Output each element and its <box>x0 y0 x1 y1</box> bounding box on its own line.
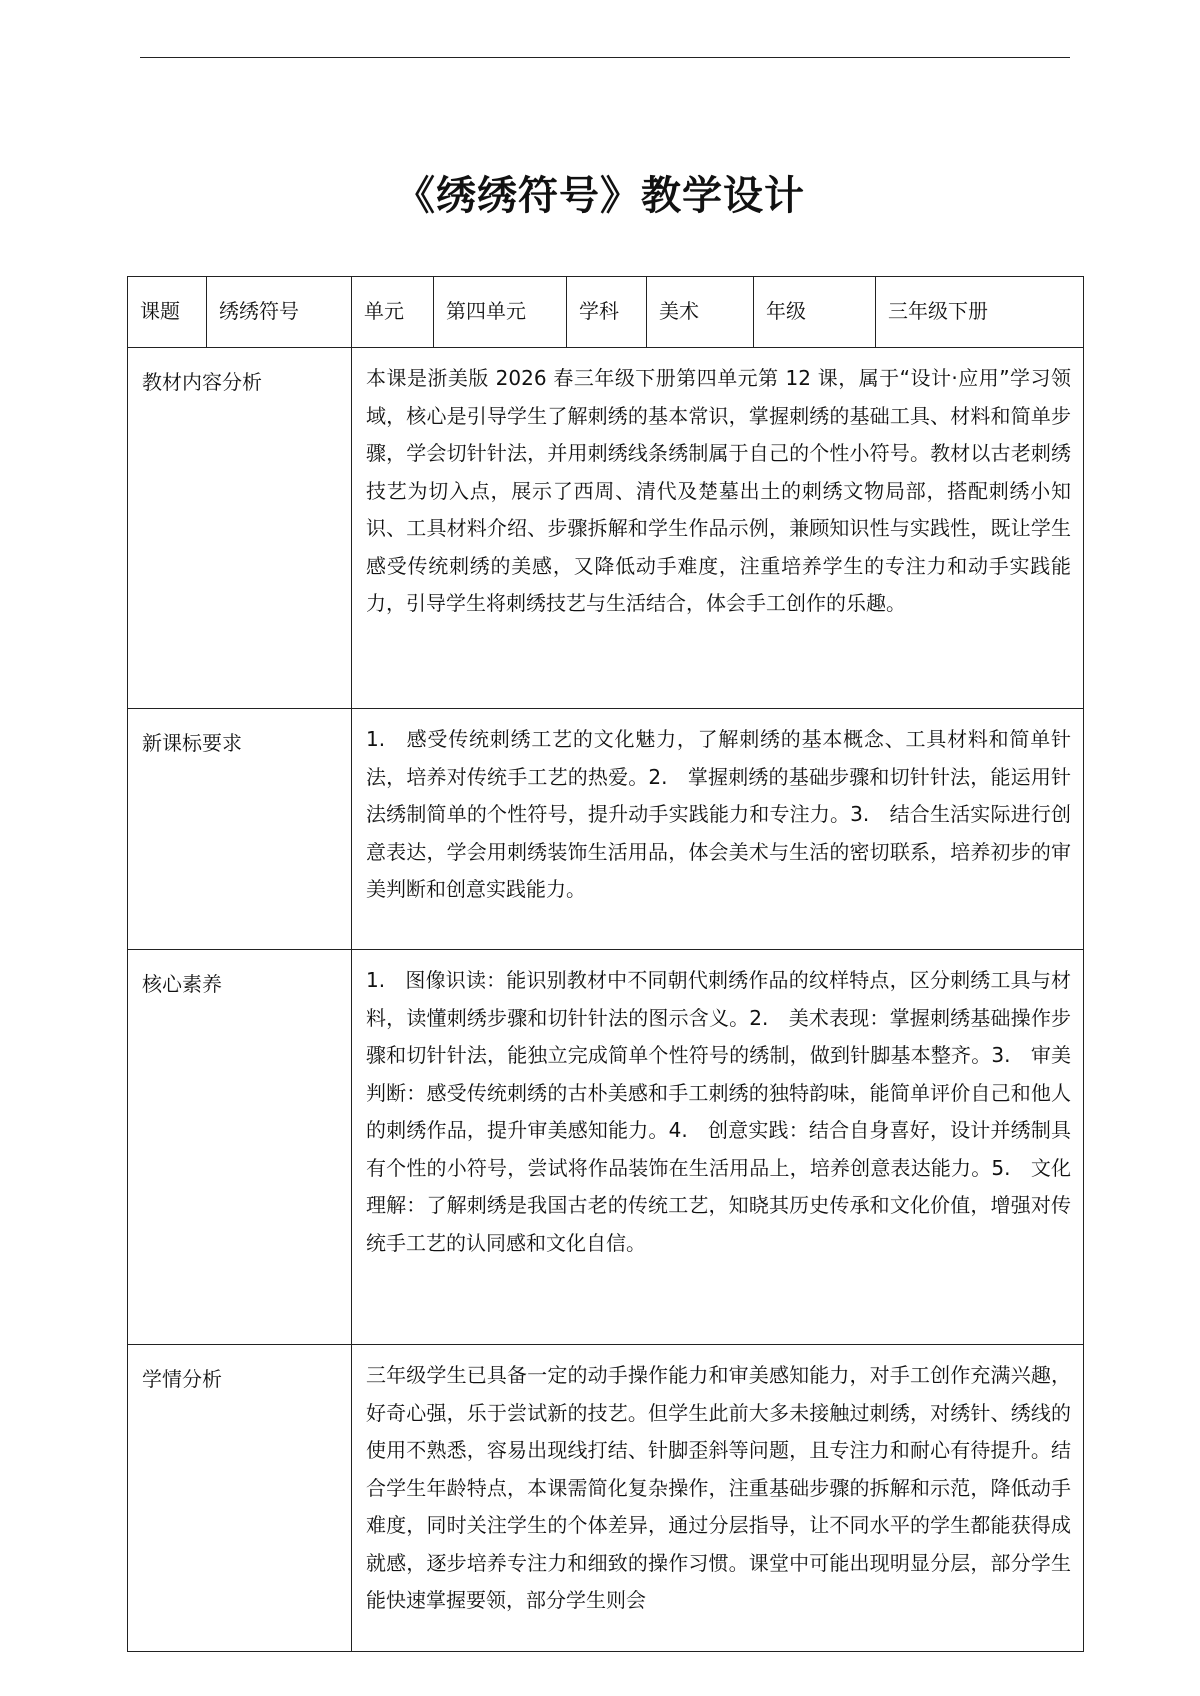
table-row-curriculum-standard <box>128 709 1084 950</box>
table-row-core-literacy <box>128 950 1084 1345</box>
unit-label: 单元 <box>352 277 434 348</box>
table-row-learner-analysis <box>128 1345 1084 1652</box>
section-text: 本课是浙美版 2026 春三年级下册第四单元第 12 课，属于“设计·应用”学习领域，核心是引导学生了解刺绣的基本常识，掌握刺绣的基础工具、材料和简单步骤，学会切针针法，并用刺绣线条绣制属于自己的个性小符号。教材以古老刺绣技艺为切入点，展示了西周、清代及楚墓出土的刺绣文物局部，搭配刺绣小知识、工具材料介绍、步骤拆解和学生作品示例，兼顾知识性与实践性，既让学生感受传统刺绣的美感，又降低动手难度，注重培养学生的专注力和动手实践能力，引导学生将刺绣技艺与生活结合，体会手工创作的乐趣。 <box>352 348 1084 709</box>
section-label: 学情分析 <box>128 1345 352 1652</box>
section-label: 新课标要求 <box>128 709 352 950</box>
header-rule <box>140 57 1070 58</box>
table-row-textbook-analysis <box>128 348 1084 709</box>
topic-label: 课题 <box>128 277 207 348</box>
section-text: 1. 图像识读：能识别教材中不同朝代刺绣作品的纹样特点，区分刺绣工具与材料，读懂刺绣步骤和切针针法的图示含义。2. 美术表现：掌握刺绣基础操作步骤和切针针法，能独立完成简单个性符号的绣制，做到针脚基本整齐。3. 审美判断：感受传统刺绣的古朴美感和手工刺绣的独特韵味，能简单评价自己和他人的刺绣作品，提升审美感知能力。4. 创意实践：结合自身喜好，设计并绣制具有个性的小符号，尝试将作品装饰在生活用品上，培养创意表达能力。5. 文化理解：了解刺绣是我国古老的传统工艺，知晓其历史传承和文化价值，增强对传统手工艺的认同感和文化自信。 <box>352 950 1084 1345</box>
grade-value: 三年级下册 <box>876 277 1084 348</box>
grade-label: 年级 <box>754 277 876 348</box>
table-header-row <box>128 277 1084 348</box>
subject-value: 美术 <box>647 277 754 348</box>
section-text: 1. 感受传统刺绣工艺的文化魅力，了解刺绣的基本概念、工具材料和简单针法，培养对传统手工艺的热爱。2. 掌握刺绣的基础步骤和切针针法，能运用针法绣制简单的个性符号，提升动手实践能力和专注力。3. 结合生活实际进行创意表达，学会用刺绣装饰生活用品，体会美术与生活的密切联系，培养初步的审美判断和创意实践能力。 <box>352 709 1084 950</box>
subject-label: 学科 <box>567 277 647 348</box>
document-title: 《绣绣符号》教学设计 <box>395 173 805 219</box>
section-label: 核心素养 <box>128 950 352 1345</box>
lesson-design-table <box>127 276 1084 1652</box>
unit-value: 第四单元 <box>434 277 567 348</box>
section-text: 三年级学生已具备一定的动手操作能力和审美感知能力，对手工创作充满兴趣，好奇心强，乐于尝试新的技艺。但学生此前大多未接触过刺绣，对绣针、绣线的使用不熟悉，容易出现线打结、针脚歪斜等问题，且专注力和耐心有待提升。结合学生年龄特点，本课需简化复杂操作，注重基础步骤的拆解和示范，降低动手难度，同时关注学生的个体差异，通过分层指导，让不同水平的学生都能获得成就感，逐步培养专注力和细致的操作习惯。课堂中可能出现明显分层，部分学生能快速掌握要领，部分学生则会 <box>352 1345 1084 1652</box>
section-label: 教材内容分析 <box>128 348 352 709</box>
topic-value: 绣绣符号 <box>207 277 352 348</box>
